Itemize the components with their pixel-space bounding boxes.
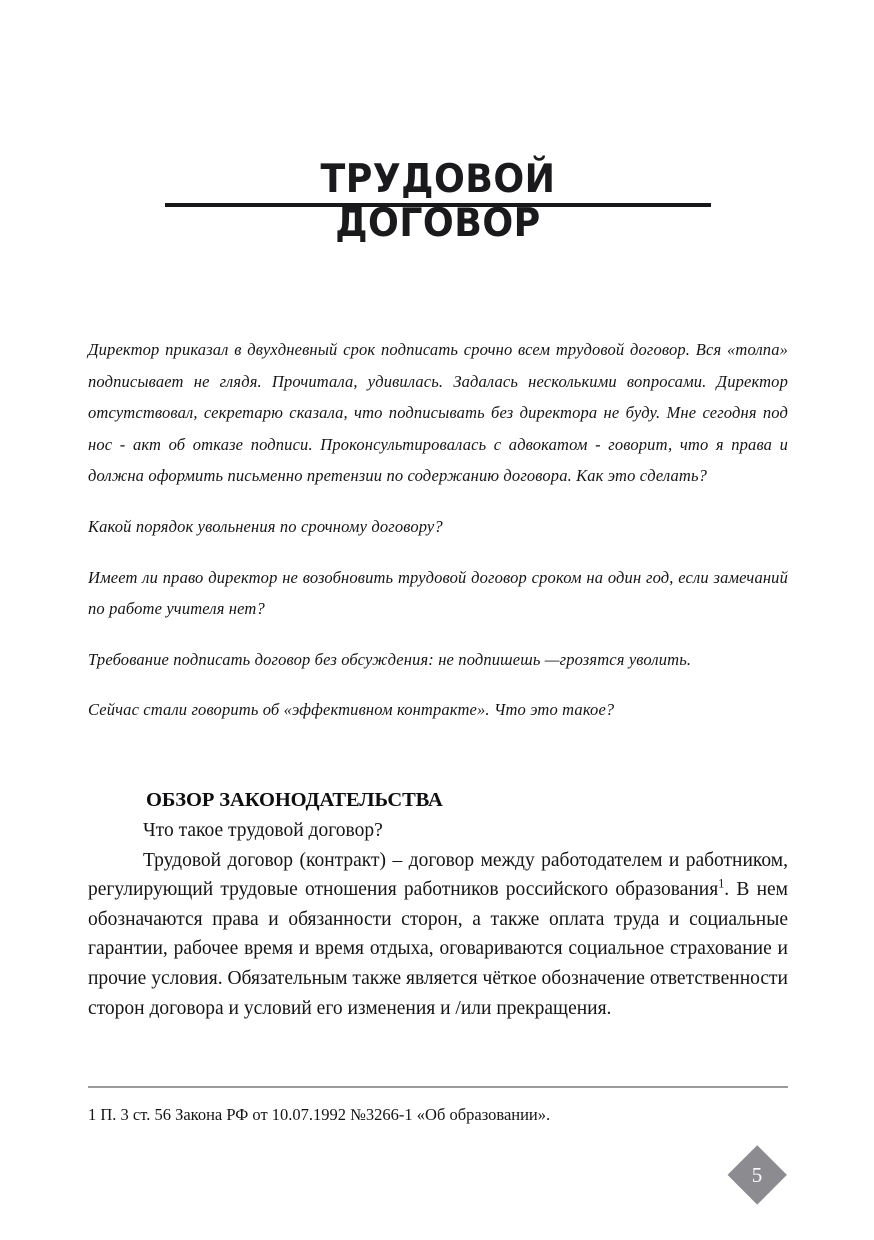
title-line-1: ТРУДОВОЙ [320, 157, 556, 202]
section-heading: ОБЗОР ЗАКОНОДАТЕЛЬСТВА [146, 789, 443, 811]
footnote-separator-rule [88, 1086, 788, 1088]
question-paragraph: Требование подписать договор без обсуждения: не подпишешь —грозятся уволить. [88, 649, 692, 669]
section-body [88, 846, 788, 1024]
question-paragraph: Имеет ли право директор не возобновить трудовой договор сроком на один год, если замечаний по работе учителя нет? [88, 567, 788, 619]
questions-section [88, 334, 788, 726]
page-title [88, 158, 788, 246]
footnote-reference-marker: 1 [718, 876, 725, 891]
question-paragraph: Сейчас стали говорить об «эффективном контракте». Что это такое? [88, 700, 615, 720]
page-number-badge [727, 1145, 787, 1205]
question-paragraph: Директор приказал в двухдневный срок подписать срочно всем трудовой договор. Вся «толпа» подписывает не глядя. Прочитала, удивилась. Задалась несколькими вопросами. Директор отсутствовал, секретарю сказала, что подписывать без директора не буду. Мне сегодня под нос - акт об отказе подписи. Проконсультировалась с адвокатом - говорит, что я права и должна оформить письменно претензии по содержанию договора. Как это сделать? [88, 340, 788, 486]
page-number-label: 5 [751, 1162, 763, 1187]
section-question: Что такое трудовой договор? [143, 820, 383, 841]
footnote-text: 1 П. 3 ст. 56 Закона РФ от 10.07.1992 №3266-1 «Об образовании». [88, 1105, 551, 1124]
title-line-2: ДОГОВОР [335, 201, 541, 246]
question-paragraph: Какой порядок увольнения по срочному договору? [88, 516, 443, 536]
body-text-after-footnote: . В нем обозначаются права и обязанности сторон, а также оплата труда и социальные гарантии, рабочее время и время отдыха, оговариваются социальное страхование и прочие условия. Обязательным также является чёткое обозначение ответственности сторон договора и условий его изменения и /или прекращения. [88, 879, 788, 1019]
body-text-before-footnote: Трудовой договор (контракт) – договор между работодателем и работником, регулирующий трудовые отношения работников российского образования [88, 849, 788, 901]
legislation-review-section [88, 786, 788, 1023]
